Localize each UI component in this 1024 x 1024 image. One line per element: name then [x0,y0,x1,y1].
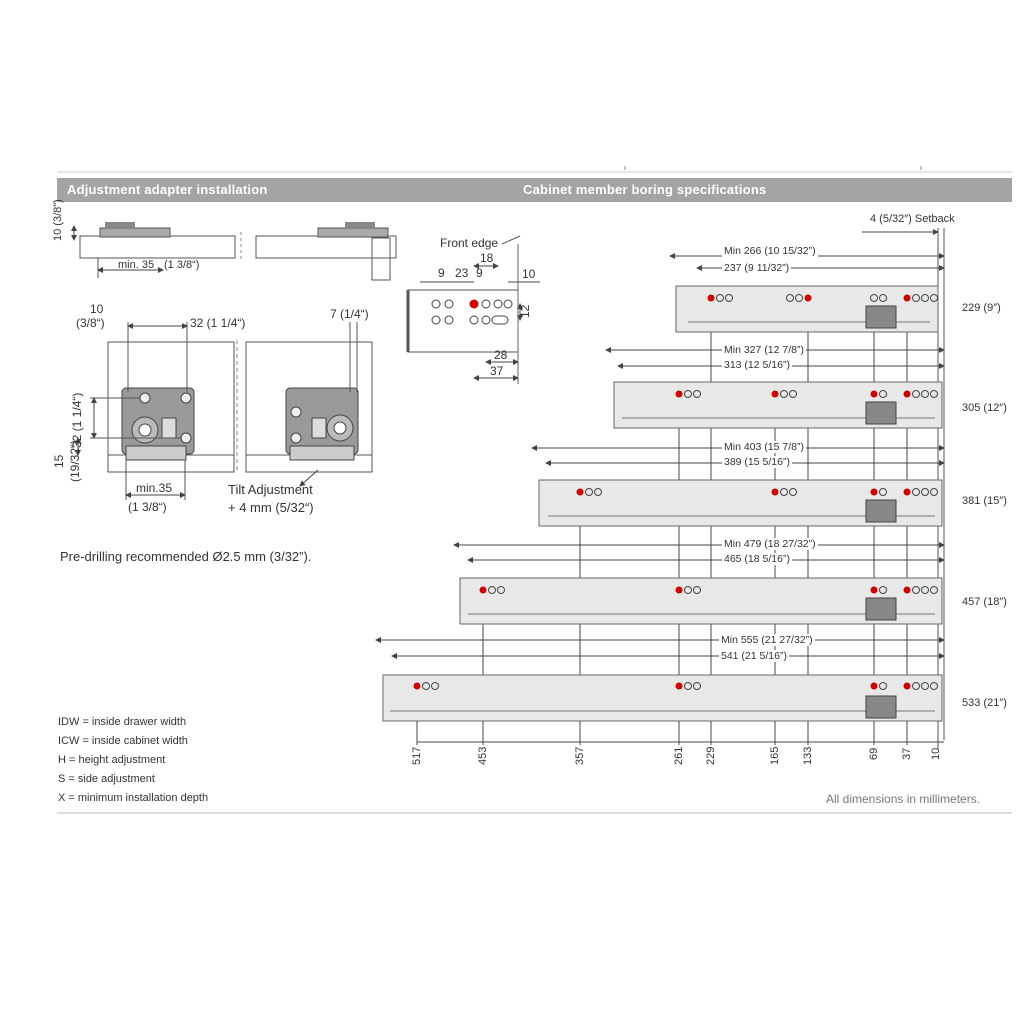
predrill-note: Pre-drilling recommended Ø2.5 mm (3/32”). [60,549,312,564]
bottom-dim-229: 229 [705,746,717,765]
bottom-dim-517: 517 [411,746,423,765]
dim-10: 10 [90,302,104,316]
drawer-381-size: 381 (15″) [962,495,1007,507]
fe-dim-9a: 9 [438,266,445,280]
bottom-dim-37: 37 [901,747,913,760]
tilt-adjustment-label: Tilt Adjustment [228,482,313,497]
fe-dim-9b: 9 [476,266,483,280]
dim-32-horizontal: 32 (1 1/4“) [190,316,246,330]
front-edge-title: Front edge [440,236,499,250]
dim-min35-top: min. 35 [118,259,155,271]
drawer-305-inner: 313 (12 5/16”) [724,359,790,371]
header-adapter-installation: Adjustment adapter installation [67,182,268,197]
dim-7: 7 (1/4“) [330,307,369,321]
drawer-229-inner: 237 (9 11/32”) [724,262,790,274]
setback-label: 4 (5/32″) Setback [870,213,955,225]
fe-dim-18: 18 [480,251,494,265]
dim-min35-bottom-frac: (1 3/8“) [128,500,167,514]
drawer-533-min: Min 555 (21 27/32”) [721,634,813,646]
drawer-381-min: Min 403 (15 7/8”) [724,441,804,453]
adapter-front-view-right [246,322,372,486]
bottom-dim-357: 357 [574,746,586,765]
dim-15-frac: (19/32“) [68,439,82,482]
legend-icw: ICW = inside cabinet width [58,735,188,747]
dim-10-frac: (3/8“) [76,316,105,330]
bottom-dim-453: 453 [477,746,489,765]
dim-15: 15 [52,454,66,468]
rail-305 [614,382,942,428]
fe-dim-10: 10 [522,267,536,281]
legend-s: S = side adjustment [58,773,155,785]
legend-x: X = minimum installation depth [58,792,209,804]
units-footnote: All dimensions in millimeters. [826,792,981,806]
adapter-top-view-right [256,222,396,280]
bottom-dim-133: 133 [802,746,814,765]
drawer-457-min: Min 479 (18 27/32”) [724,538,816,550]
fe-dim-23: 23 [455,266,469,280]
drawer-533-size: 533 (21″) [962,697,1007,709]
legend-idw: IDW = inside drawer width [58,716,187,728]
bottom-dim-165: 165 [769,746,781,765]
dim-min35-bottom: min.35 [136,481,173,495]
rail-533 [383,675,942,721]
bottom-dim-261: 261 [673,746,685,765]
adapter-front-view-left [78,322,234,500]
fe-dim-28: 28 [494,348,508,362]
header-boring-specifications: Cabinet member boring specifications [523,182,767,197]
drawer-305-size: 305 (12″) [962,402,1007,414]
bottom-dim-10: 10 [930,747,942,760]
drawer-457-inner: 465 (18 5/16”) [724,553,790,565]
rail-381 [539,480,942,526]
legend-h: H = height adjustment [58,754,166,766]
fe-dim-37: 37 [490,364,504,378]
dim-min35-top-frac: (1 3/8“) [164,259,200,271]
drawer-381-inner: 389 (15 5/16”) [724,456,790,468]
drawer-457-size: 457 (18″) [962,596,1007,608]
abbreviation-legend [58,713,208,808]
drawer-533-inner: 541 (21 5/16”) [721,650,787,662]
drawer-229-min: Min 266 (10 15/32”) [724,245,816,257]
rail-229 [676,286,938,332]
tilt-adjustment-value: + 4 mm (5/32“) [228,500,314,515]
bottom-dim-69: 69 [868,747,880,760]
adapter-top-view-left [74,222,235,278]
dim-32-vertical: 32 (1 1/4“) [70,392,84,448]
rail-457 [460,578,942,624]
fe-dim-12: 12 [518,304,532,318]
drawer-305-min: Min 327 (12 7/8”) [724,344,804,356]
dim-10-vertical: 10 (3/8") [52,199,64,241]
drawer-229-size: 229 (9″) [962,302,1001,314]
